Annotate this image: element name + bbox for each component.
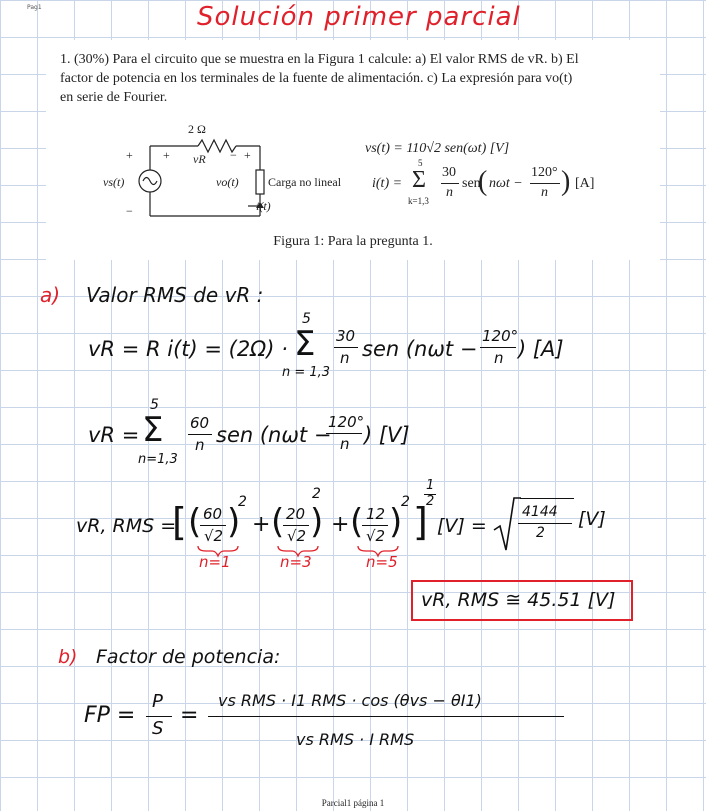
- i-sum-bottom: k=1,3: [408, 196, 429, 206]
- eq1-rest: sen (nωt −: [362, 337, 478, 361]
- problem-statement: [60, 50, 656, 107]
- i-unit: [A]: [575, 176, 595, 191]
- eq1-lhs: vR = R i(t) = (2Ω) ·: [88, 337, 288, 361]
- eq3-half-num: 1: [426, 478, 435, 493]
- eq1-num: 30: [336, 327, 356, 345]
- eq2-angle-bar: [326, 433, 362, 434]
- sqrt-symbol: [492, 496, 522, 554]
- eq2-lhs: vR =: [88, 423, 140, 447]
- eq3-t2-paren-close: ): [310, 502, 324, 542]
- sine-icon: [143, 178, 157, 185]
- eq3-t3-num: 12: [366, 505, 386, 523]
- figure-caption: Figura 1: Para la pregunta 1.: [273, 234, 433, 249]
- source-plus: +: [126, 148, 133, 162]
- load-plus: +: [244, 148, 251, 162]
- n5-label: n=5: [366, 553, 398, 571]
- resistor-label: 2 Ω: [188, 122, 206, 136]
- eq1-den: n: [340, 349, 350, 367]
- eq3-root-bar: [518, 523, 572, 524]
- i-angle-den: n: [541, 185, 548, 200]
- i-angle-bar: [530, 183, 560, 184]
- fp-numerator: vs RMS · I1 RMS · cos (θvs − θI1): [218, 691, 482, 710]
- eq3-bracket-close: ]: [413, 500, 428, 544]
- i-paren-close: ): [561, 166, 571, 197]
- eq3-t1-paren-open: (: [188, 502, 202, 542]
- eq3-t3-bar: [362, 525, 388, 526]
- i-angle-num: 120°: [531, 165, 558, 180]
- fp-ps-bar: [146, 716, 172, 717]
- i-frac-num: 30: [442, 165, 456, 180]
- eq2-angle-num: 120°: [328, 413, 365, 431]
- load-label: Carga no lineal: [268, 175, 342, 189]
- eq3-t1-bar: [200, 525, 226, 526]
- n3-label: n=3: [280, 553, 312, 571]
- eq3-t3-den: √2: [366, 527, 386, 545]
- eq3-t1-sq: 2: [238, 494, 247, 510]
- eq3-root-den: 2: [536, 525, 545, 541]
- eq3-lhs: vR, RMS =: [76, 515, 177, 537]
- eq3-t2-paren-open: (: [271, 502, 285, 542]
- section-b-heading: Factor de potencia:: [96, 646, 281, 668]
- i-frac-den: n: [446, 185, 453, 200]
- eq3-t3-paren-close: ): [389, 502, 403, 542]
- fp-p: P: [152, 691, 163, 712]
- fp-main-bar: [208, 716, 564, 717]
- i-sum-sigma: Σ: [412, 167, 426, 193]
- eq1-frac-bar: [334, 347, 358, 348]
- eq3-unit: [V] =: [437, 515, 487, 537]
- i-sen: sen: [462, 176, 481, 191]
- eq3-plus-2: +: [331, 512, 350, 537]
- i-equation-lhs: i(t) =: [372, 176, 403, 191]
- resistor-minus: −: [230, 148, 237, 162]
- fp-lhs: FP =: [84, 703, 136, 728]
- eq1-sum-top: 5: [302, 311, 311, 327]
- fp-equals: =: [180, 703, 199, 728]
- eq2-den: n: [195, 436, 205, 454]
- vs-label: vs(t): [103, 175, 125, 189]
- eq1-unit: ) [A]: [518, 337, 564, 361]
- i-frac-bar: [441, 183, 459, 184]
- load-symbol: [256, 170, 264, 194]
- eq2-frac-bar: [188, 434, 212, 435]
- eq2-num: 60: [190, 414, 210, 432]
- section-b-label: b): [58, 646, 78, 668]
- current-label: i(t): [256, 199, 271, 213]
- eq3-t3-sq: 2: [401, 494, 410, 510]
- source-minus: −: [126, 204, 133, 218]
- eq1-angle-num: 120°: [482, 327, 519, 345]
- i-sum-top: 5: [418, 158, 423, 168]
- eq3-root-unit: [V]: [578, 508, 606, 530]
- eq3-t2-sq: 2: [312, 486, 321, 502]
- eq3-t1-den: √2: [204, 527, 224, 545]
- problem-line-1: 1. (30%) Para el circuito que se muestra en la Figura 1 calcule: a) El valor RMS de vR. b) El: [60, 52, 579, 67]
- eq2-rest: sen (nωt −: [216, 423, 332, 447]
- eq2-angle-den: n: [340, 435, 350, 453]
- eq3-t2-bar: [283, 525, 309, 526]
- eq3-t3-paren-open: (: [350, 502, 364, 542]
- eq3-t1-num: 60: [203, 505, 223, 523]
- eq2-sum-bottom: n=1,3: [138, 452, 178, 467]
- eq3-plus-1: +: [252, 512, 271, 537]
- problem-line-3: en serie de Fourier.: [60, 90, 168, 105]
- section-a-heading: Valor RMS de vR :: [86, 283, 264, 307]
- eq3-half-den: 2: [426, 494, 435, 509]
- eq1-sum-bottom: n = 1,3: [282, 365, 331, 380]
- resistor-plus: +: [163, 148, 170, 162]
- result-value: vR, RMS ≅ 45.51 [V]: [421, 589, 616, 611]
- fp-s: S: [152, 718, 164, 739]
- eq3-root-num: 4144: [522, 504, 558, 520]
- vs-equation: vs(t) = 110√2 sen(ωt) [V]: [365, 141, 510, 156]
- page-tag: Pag1: [27, 4, 42, 11]
- eq1-angle-bar: [480, 347, 516, 348]
- i-inner: nωt −: [489, 176, 523, 191]
- n1-label: n=1: [199, 553, 231, 571]
- i-paren-open: (: [478, 166, 488, 197]
- eq3-t1-paren-close: ): [227, 502, 241, 542]
- eq1-sigma: Σ: [294, 324, 316, 364]
- eq3-bracket-open: [: [172, 500, 187, 544]
- problem-line-2: factor de potencia en los terminales de la fuente de alimentación. c) La expresión para vo(t): [60, 71, 573, 86]
- page-title: Solución primer parcial: [197, 2, 521, 32]
- eq2-sigma: Σ: [142, 410, 164, 450]
- vr-label: vR: [193, 152, 206, 166]
- eq3-t2-den: √2: [287, 527, 307, 545]
- vo-label: vo(t): [216, 175, 239, 189]
- page-footer: Parcial1 página 1: [321, 798, 385, 808]
- fp-denominator: vs RMS · I RMS: [296, 730, 415, 749]
- eq2-sum-top: 5: [150, 397, 159, 413]
- sqrt-overline: [520, 498, 574, 499]
- eq3-t2-num: 20: [286, 505, 306, 523]
- eq2-unit: ) [V]: [364, 423, 410, 447]
- section-a-label: a): [40, 283, 61, 307]
- eq1-angle-den: n: [494, 349, 504, 367]
